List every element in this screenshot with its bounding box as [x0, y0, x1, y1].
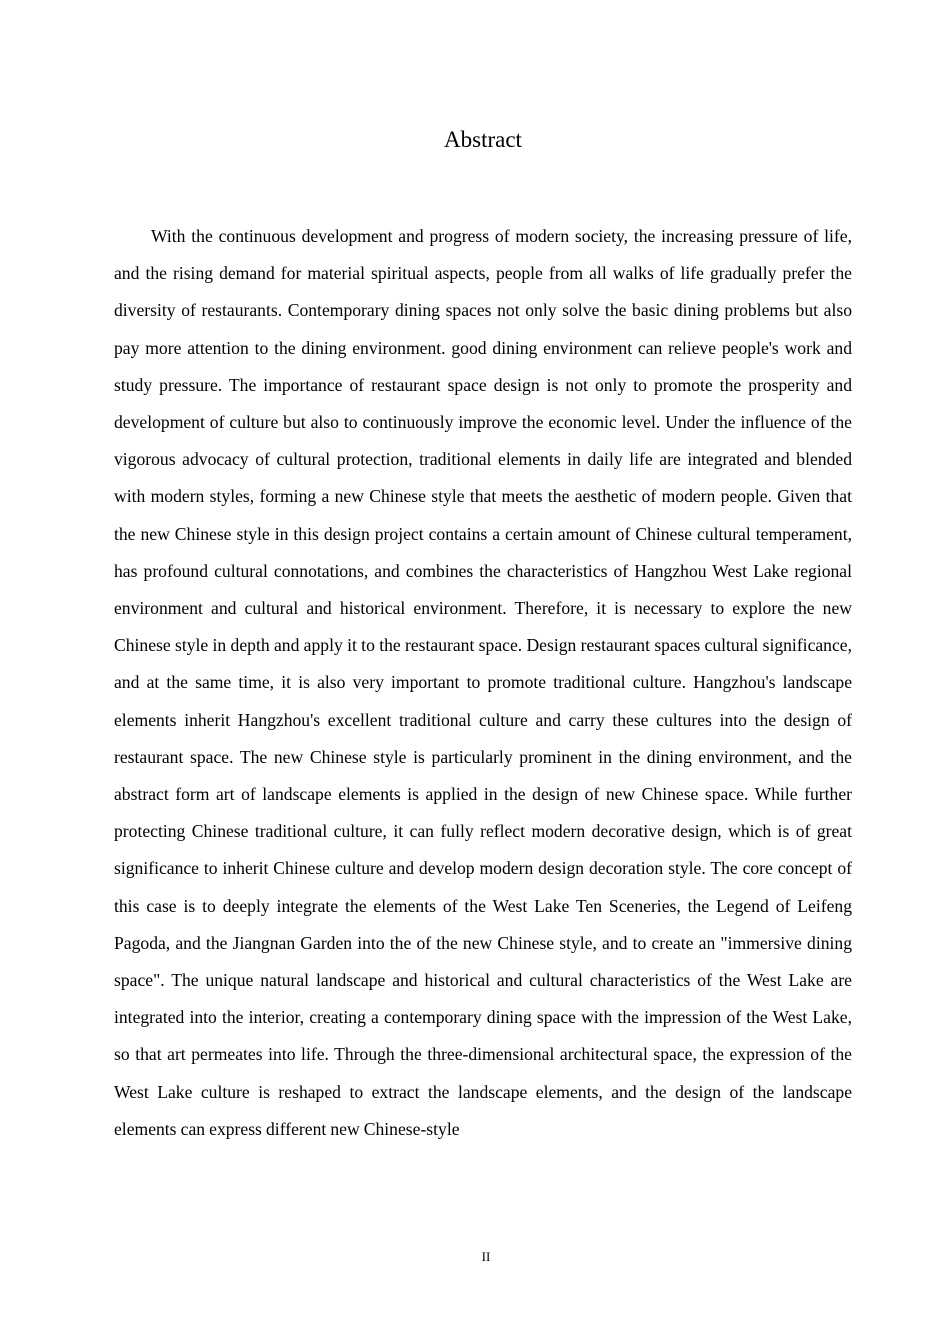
- page-number: II: [481, 1249, 491, 1264]
- abstract-title: Abstract: [444, 127, 522, 152]
- abstract-body: With the continuous development and progress of modern society, the increasing pressure of life, and the rising demand for material spiritual aspects, people from all walks of life gradually prefer the diversity of restaurants. Contemporary dining spaces not only solve the basic dining problems but also pay more attention to the dining environment. good dining environment can relieve people's work and study pressure. The importance of restaurant space design is not only to promote the prosperity and development of culture but also to continuously improve the economic level. Under the influence of the vigorous advocacy of cultural protection, traditional elements in daily life are integrated and blended with modern styles, forming a new Chinese style that meets the aesthetic of modern people. Given that the new Chinese style in this design project contains a certain amount of Chinese cultural temperament, has profound cultural connotations, and combines the characteristics of Hangzhou West Lake regional environment and cultural and historical environment. Therefore, it is necessary to explore the new Chinese style in depth and apply it to the restaurant space. Design restaurant spaces cultural significance, and at the same time, it is also very important to promote traditional culture. Hangzhou's landscape elements inherit Hangzhou's excellent traditional culture and carry these cultures into the design of restaurant space. The new Chinese style is particularly prominent in the dining environment, and the abstract form art of landscape elements is applied in the design of new Chinese space. While further protecting Chinese traditional culture, it can fully reflect modern decorative design, which is of great significance to inherit Chinese culture and develop modern design decoration style. The core concept of this case is to deeply integrate the elements of the West Lake Ten Sceneries, the Legend of Leifeng Pagoda, and the Jiangnan Garden into the of the new Chinese style, and to create an "immersive dining space". The unique natural landscape and historical and cultural characteristics of the West Lake are integrated into the interior, creating a contemporary dining space with the impression of the West Lake, so that art permeates into life. Through the three-dimensional architectural space, the expression of the West Lake culture is reshaped to extract the landscape elements, and the design of the landscape elements can express different new Chinese-style: [114, 226, 852, 1139]
